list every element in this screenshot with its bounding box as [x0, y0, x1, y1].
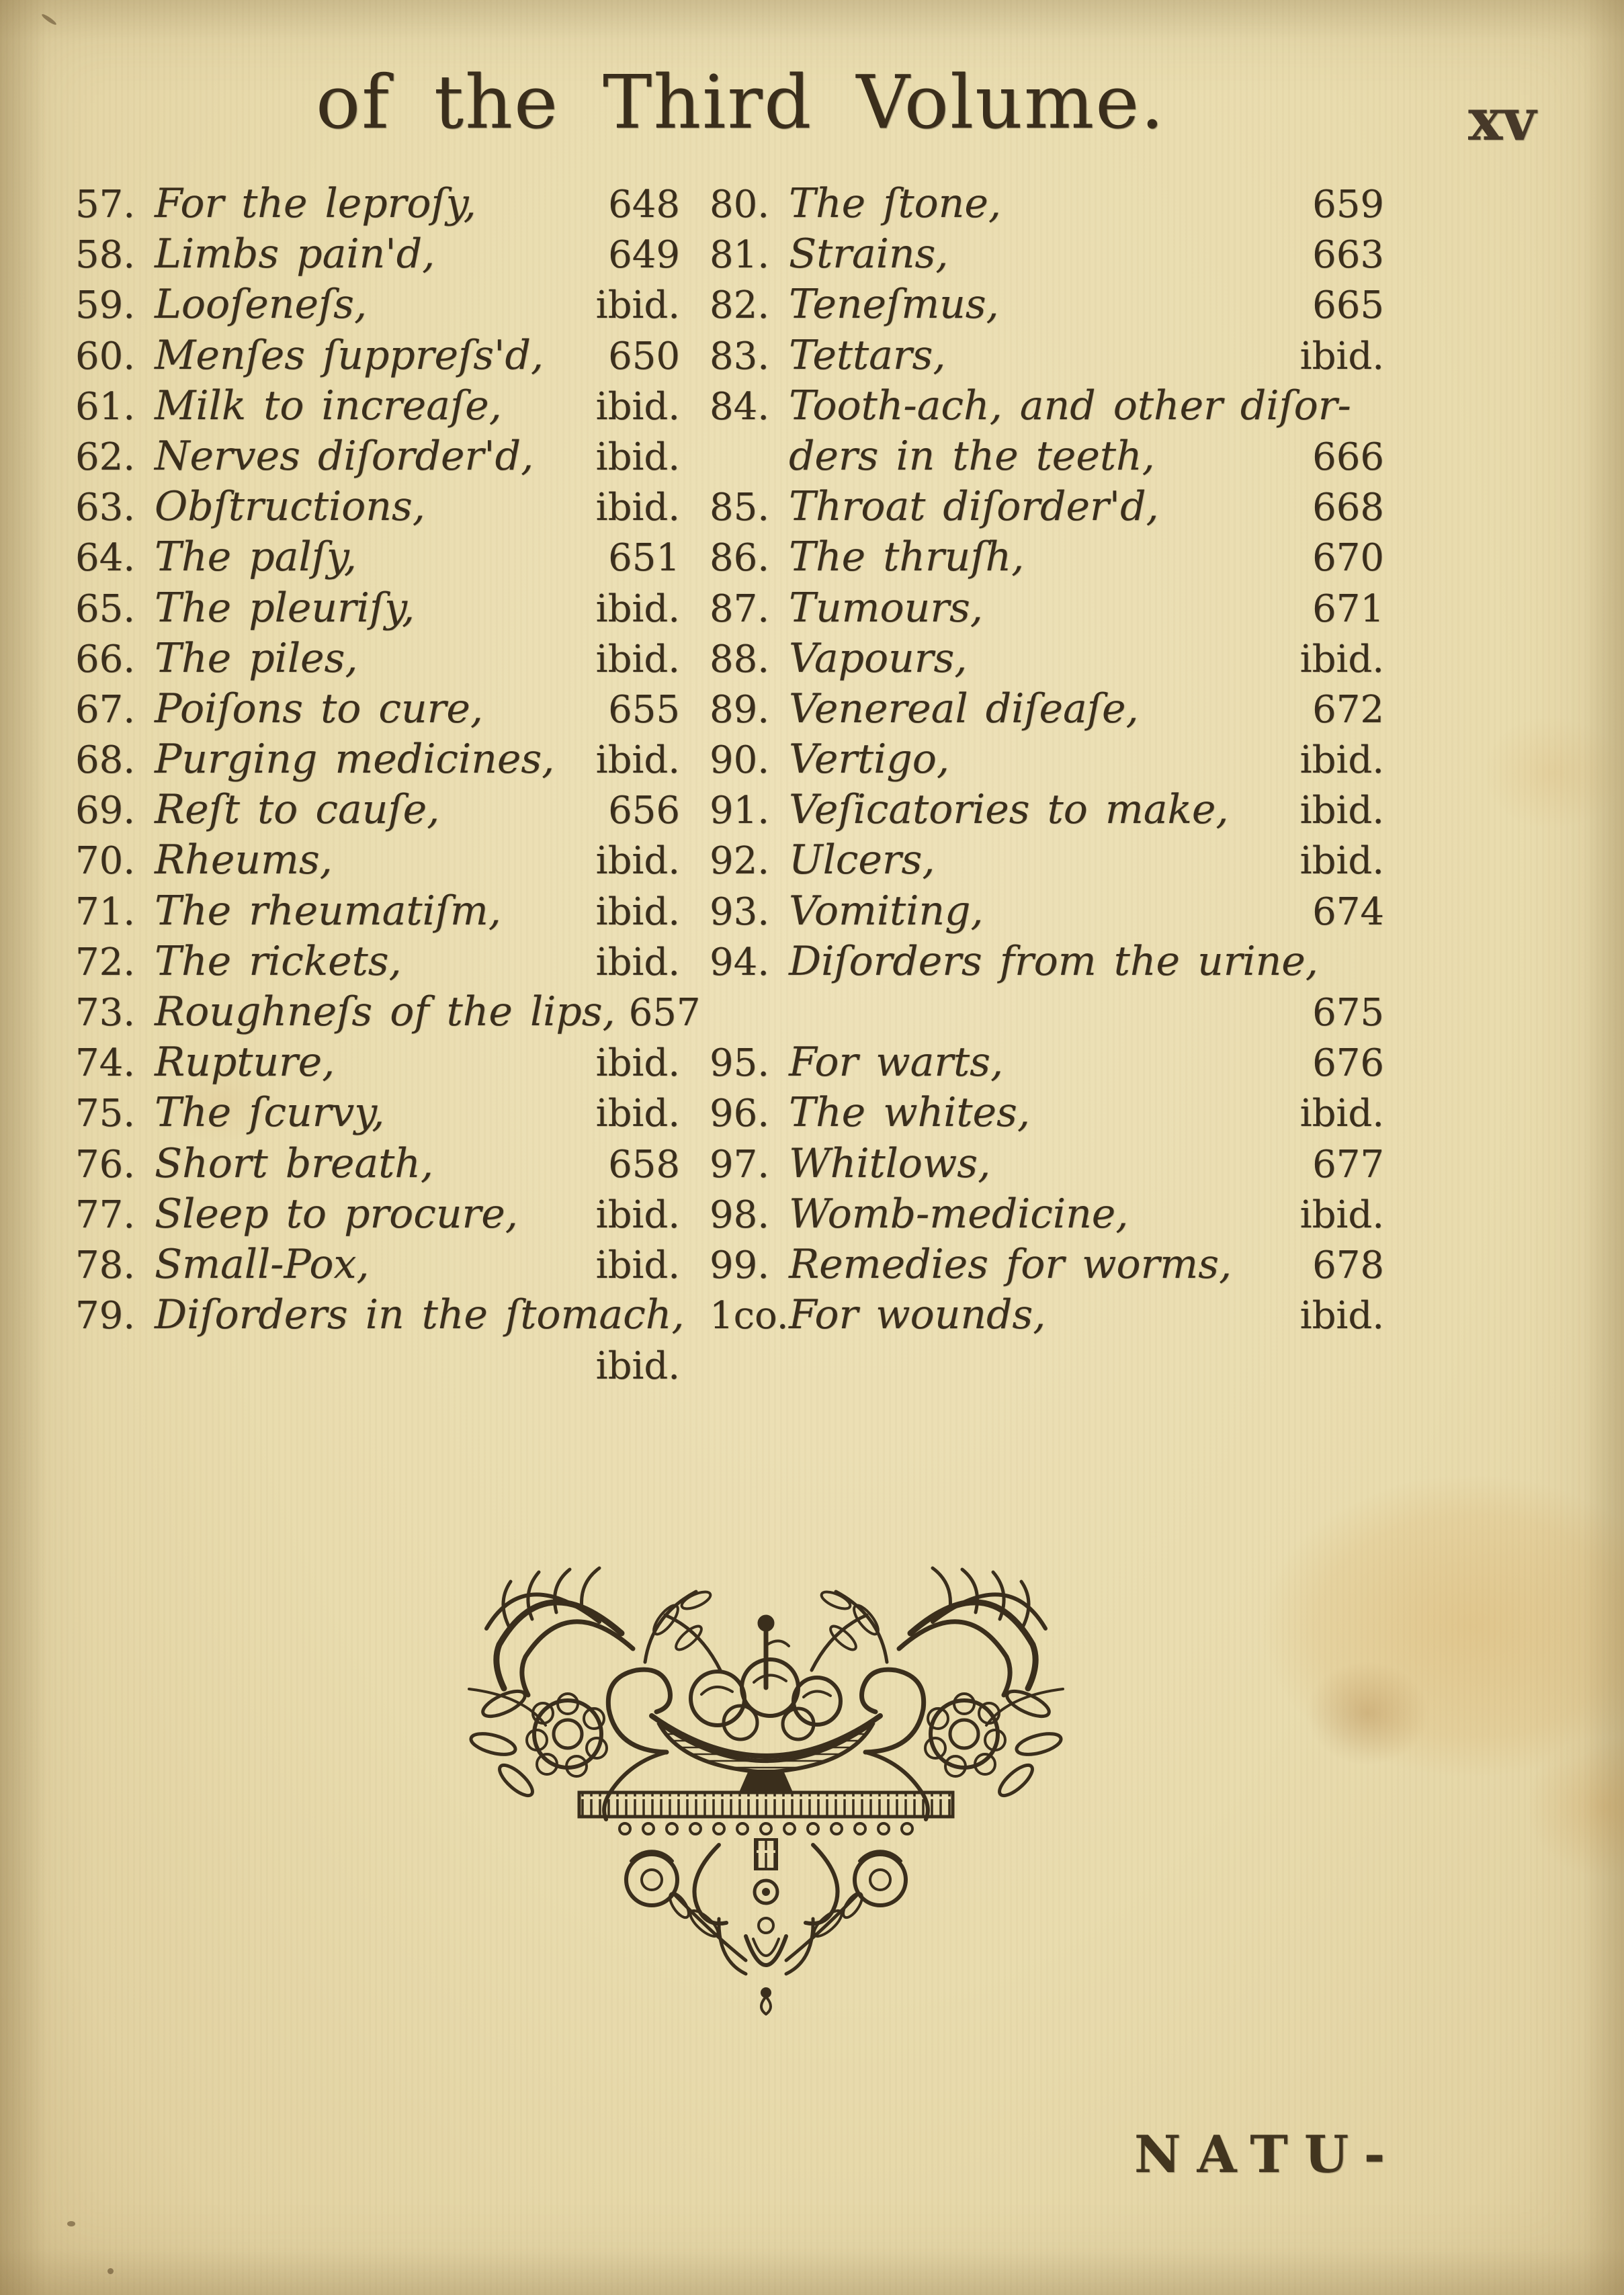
toc-entry-title: Vomiting,: [789, 887, 984, 935]
toc-entry-text: [710, 382, 1351, 429]
toc-entry-title: Purging medicines,: [155, 736, 555, 783]
toc-entry-number: 95.: [710, 1041, 770, 1086]
toc-entry-text: [75, 988, 615, 1035]
toc-entry-number: 98.: [710, 1193, 770, 1237]
toc-entry-text: [75, 1241, 369, 1288]
toc-entry-number: 77.: [75, 1193, 136, 1237]
toc-entry-text: [710, 332, 945, 379]
toc-entry-page: ibid.: [1299, 789, 1384, 833]
toc-entry-title: Roughneſs of the lips,: [155, 988, 615, 1035]
toc-entry-text: [75, 483, 425, 530]
toc-entry-number: 84.: [710, 384, 770, 429]
toc-entry-page: ibid.: [595, 637, 680, 681]
toc-entry-text: [75, 1190, 518, 1238]
toc-entry-page: 658: [608, 1142, 680, 1186]
toc-entry-title: Womb-medicine,: [789, 1190, 1129, 1238]
toc-entry-text: [710, 988, 789, 1035]
toc-entry: [710, 382, 1384, 433]
toc-entry-text: [75, 230, 435, 277]
toc-entry-title: Vapours,: [789, 634, 968, 682]
toc-entry-title: The ſtone,: [789, 180, 1001, 227]
ink-speck: [67, 2221, 75, 2226]
toc-entry-page: ibid.: [595, 1243, 680, 1287]
toc-entry-title: The pleuriſy,: [155, 584, 415, 632]
toc-entry: [710, 887, 1384, 938]
toc-entry: [710, 1190, 1384, 1241]
toc-entry-text: [75, 533, 357, 580]
toc-entry-text: [710, 533, 1024, 580]
toc-entry: [710, 533, 1384, 584]
toc-entry-text: [75, 332, 544, 379]
toc-entry: [710, 1241, 1384, 1291]
toc-entry-number: 72.: [75, 940, 136, 984]
toc-entry-title: Limbs pain'd,: [155, 230, 435, 278]
toc-entry-page: ibid.: [1299, 738, 1384, 783]
toc-entry-page: 671: [1312, 587, 1384, 631]
toc-entry-text: [710, 180, 1001, 227]
toc-entry: [710, 332, 1384, 382]
toc-entry-page: ibid.: [595, 1193, 680, 1237]
toc-entry-text: [75, 1089, 384, 1136]
toc-entry: [710, 635, 1384, 685]
toc-entry-number: 86.: [710, 536, 770, 580]
toc-entry: [75, 938, 680, 988]
toc-column-left: [75, 180, 701, 1393]
toc-entry: [75, 281, 680, 331]
toc-entry-page: ibid.: [595, 435, 680, 479]
toc-entry: [75, 1342, 680, 1392]
toc-entry-title: Small-Pox,: [155, 1240, 370, 1288]
toc-entry-title: Venereal diſeaſe,: [789, 685, 1139, 732]
toc-entry-text: [710, 736, 949, 783]
toc-entry-text: [710, 1140, 990, 1187]
toc-entry-title: For the leproſy,: [155, 180, 476, 227]
toc-entry-text: [710, 887, 983, 935]
toc-entry-number: 63.: [75, 486, 136, 530]
toc-entry-number: 64.: [75, 536, 136, 580]
toc-entry-number: 67.: [75, 687, 136, 732]
toc-entry-title: The palſy,: [155, 533, 357, 581]
toc-entry-text: [710, 584, 983, 632]
toc-entry-text: [710, 433, 1155, 480]
ink-speck: [108, 2268, 114, 2274]
toc-entry: [710, 1039, 1384, 1089]
toc-entry-number: 1co.: [710, 1294, 789, 1338]
toc-entry: [75, 1241, 680, 1291]
toc-entry: [710, 685, 1384, 736]
toc-entry-number: 78.: [75, 1243, 136, 1287]
catchword: NATU-: [1134, 2124, 1402, 2184]
toc-entry-page: ibid.: [595, 284, 680, 328]
toc-entry-page: 651: [608, 536, 680, 580]
toc-entry-page: ibid.: [595, 1041, 680, 1086]
toc-entry-page: ibid.: [1299, 334, 1384, 378]
toc-entry-page: 655: [608, 687, 680, 732]
toc-entry-page: 650: [608, 334, 680, 378]
toc-entry-page: 663: [1312, 233, 1384, 277]
toc-entry-number: 92.: [710, 839, 770, 883]
page-header-title: of the Third Volume.: [316, 59, 1166, 145]
toc-entry-page: ibid.: [595, 587, 680, 631]
toc-entry-text: [710, 1241, 1232, 1288]
toc-entry-page: ibid.: [595, 1344, 680, 1389]
toc-entry: [75, 1089, 680, 1139]
toc-entry: [710, 1089, 1384, 1139]
toc-entry-text: [710, 483, 1159, 530]
toc-entry-text: [75, 584, 415, 632]
toc-entry: [710, 1140, 1384, 1190]
toc-entry: [710, 736, 1384, 786]
toc-entry-page: 672: [1312, 687, 1384, 732]
toc-entry-title: Vertigo,: [789, 736, 949, 783]
toc-entry-title: The thruſh,: [789, 533, 1025, 581]
toc-entry: [75, 988, 701, 1039]
toc-entry-text: [710, 685, 1139, 732]
toc-entry-page: ibid.: [595, 839, 680, 883]
toc-entry-text: [75, 938, 402, 985]
toc-entry-title: Diſorders from the urine,: [789, 937, 1318, 985]
toc-entry: [710, 786, 1384, 836]
toc-entry-number: 71.: [75, 890, 136, 934]
toc-entry-page: 670: [1312, 536, 1384, 580]
toc-entry-number: 99.: [710, 1243, 770, 1287]
toc-entry-number: 90.: [710, 738, 770, 783]
toc-entry-text: [75, 1342, 155, 1389]
toc-entry-title: Whitlows,: [789, 1139, 991, 1187]
toc-entry-title: Rheums,: [155, 836, 333, 884]
toc-entry-number: 59.: [75, 284, 136, 328]
toc-entry: [710, 836, 1384, 887]
toc-entry-number: 74.: [75, 1041, 136, 1086]
toc-entry-text: [710, 635, 967, 682]
toc-entry: [710, 433, 1384, 483]
toc-entry-page: ibid.: [595, 384, 680, 429]
toc-entry-title: The rheumatiſm,: [155, 887, 501, 935]
toc-entry: [75, 433, 680, 483]
toc-entry-number: 83.: [710, 334, 770, 378]
toc-entry-text: [75, 1291, 684, 1338]
toc-entry-title: Tooth-ach, and other diſor-: [789, 382, 1351, 429]
toc-entry: [710, 988, 1384, 1039]
toc-entry-title: Menſes ſuppreſs'd,: [155, 331, 544, 379]
toc-entry: [710, 483, 1384, 533]
toc-entry-page: 649: [608, 233, 680, 277]
ornament-center: [579, 1615, 953, 2014]
toc-entry-title: For wounds,: [789, 1291, 1046, 1339]
toc-entry-page: 656: [608, 789, 680, 833]
toc-entry-title: Ulcers,: [789, 836, 935, 884]
floral-tailpiece-ornament: [430, 1529, 1102, 2016]
toc-entry-number: 80.: [710, 183, 770, 226]
toc-entry-title: Short breath,: [155, 1139, 433, 1187]
toc-entry-number: 58.: [75, 233, 136, 277]
toc-entry-page: ibid.: [1299, 839, 1384, 883]
toc-entry: [75, 533, 680, 584]
toc-entry-text: [710, 786, 1229, 833]
toc-entry-title: Milk to increaſe,: [155, 382, 502, 429]
toc-entry-title: The ſcurvy,: [155, 1089, 385, 1137]
toc-entry-page: ibid.: [595, 486, 680, 530]
toc-entry: [75, 1190, 680, 1241]
toc-entry-text: [710, 1089, 1030, 1136]
toc-entry-text: [75, 180, 476, 227]
toc-entry: [75, 635, 680, 685]
toc-entry-text: [75, 836, 333, 883]
toc-entry-text: [710, 836, 935, 883]
toc-entry: [75, 1140, 680, 1190]
toc-entry-text: [75, 433, 533, 480]
toc-entry-page: 674: [1312, 890, 1384, 934]
toc-entry: [75, 332, 680, 382]
toc-entry-text: [75, 786, 439, 833]
toc-entry: [75, 1039, 680, 1089]
toc-entry-text: [710, 230, 948, 277]
toc-entry-title: Obſtructions,: [155, 483, 425, 531]
toc-entry-number: 65.: [75, 587, 136, 631]
toc-entry-text: [75, 736, 554, 783]
folio-page-number: xv: [1468, 86, 1537, 154]
toc-entry-text: [710, 281, 999, 328]
toc-entry-page: ibid.: [595, 1092, 680, 1136]
toc-entry-text: [75, 1140, 433, 1187]
toc-entry-number: 96.: [710, 1092, 770, 1136]
toc-entry-number: 93.: [710, 890, 770, 934]
toc-entry-title: Tettars,: [789, 331, 946, 379]
toc-entry-number: 81.: [710, 233, 770, 277]
toc-entry-text: [75, 635, 357, 682]
toc-entry-number: 85.: [710, 486, 770, 530]
toc-entry: [75, 685, 680, 736]
toc-entry: [710, 1291, 1384, 1342]
toc-entry-title: Diſorders in the ſtomach,: [155, 1291, 685, 1339]
toc-entry-number: 62.: [75, 435, 136, 479]
toc-entry-title: Sleep to procure,: [155, 1190, 518, 1238]
toc-entry-number: 66.: [75, 637, 136, 681]
toc-entry-number: 97.: [710, 1142, 770, 1186]
toc-entry-number: 88.: [710, 637, 770, 681]
toc-entry-page: ibid.: [1299, 1092, 1384, 1136]
toc-entry-text: [75, 887, 501, 935]
toc-entry-page: 675: [1312, 991, 1384, 1035]
toc-entry-title: Teneſmus,: [789, 281, 999, 329]
toc-entry-title: Rupture,: [155, 1039, 335, 1086]
toc-entry-number: 69.: [75, 789, 136, 833]
toc-entry-number: 94.: [710, 940, 770, 984]
toc-entry-title: The piles,: [155, 634, 358, 682]
toc-entry: [710, 180, 1384, 230]
toc-entry-title: Remedies for worms,: [789, 1240, 1232, 1288]
toc-entry-text: [75, 382, 502, 429]
toc-entry-page: ibid.: [595, 738, 680, 783]
toc-entry-number: 87.: [710, 587, 770, 631]
toc-entry-title: Poiſons to cure,: [155, 685, 483, 732]
ink-speck: [41, 13, 58, 26]
toc-entry-title: Veſicatories to make,: [789, 786, 1229, 834]
toc-entry-page: ibid.: [595, 940, 680, 984]
toc-entry-number: 79.: [75, 1294, 136, 1338]
toc-entry: [75, 584, 680, 635]
toc-entry-title: Throat diſorder'd,: [789, 483, 1159, 531]
toc-entry: [75, 382, 680, 433]
toc-column-right: [710, 180, 1384, 1342]
toc-entry-number: 61.: [75, 384, 136, 429]
toc-entry: [710, 230, 1384, 281]
toc-entry-title: The whites,: [789, 1089, 1030, 1137]
toc-entry-page: 676: [1312, 1041, 1384, 1086]
toc-entry-title: For warts,: [789, 1039, 1004, 1086]
toc-entry-number: 73.: [75, 991, 136, 1035]
toc-entry-page: ibid.: [1299, 1294, 1384, 1338]
toc-entry: [75, 180, 680, 230]
toc-entry-page: 678: [1312, 1243, 1384, 1287]
toc-entry: [75, 786, 680, 836]
toc-entry-title: Tumours,: [789, 584, 983, 632]
toc-entry: [75, 736, 680, 786]
toc-entry-number: 82.: [710, 284, 770, 328]
toc-entry-text: [75, 281, 367, 328]
toc-entry-number: 60.: [75, 334, 136, 378]
toc-entry: [75, 230, 680, 281]
toc-entry-title: Reſt to cauſe,: [155, 786, 440, 834]
toc-entry: [710, 584, 1384, 635]
toc-entry-text: [710, 1190, 1128, 1238]
toc-entry-number: 70.: [75, 839, 136, 883]
toc-entry: [75, 887, 680, 938]
toc-entry-page: ibid.: [1299, 637, 1384, 681]
toc-entry-page: 665: [1312, 284, 1384, 328]
toc-entry-number: 76.: [75, 1142, 136, 1186]
toc-entry-title: ders in the teeth,: [789, 432, 1155, 480]
toc-entry-text: [75, 1039, 335, 1086]
toc-entry-title: Looſeneſs,: [155, 281, 368, 329]
toc-entry: [710, 938, 1384, 988]
toc-entry-number: 68.: [75, 738, 136, 783]
toc-entry: [75, 1291, 685, 1342]
toc-entry-page: 677: [1312, 1142, 1384, 1186]
toc-entry-page: 666: [1312, 435, 1384, 479]
toc-entry-title: Strains,: [789, 230, 949, 278]
toc-entry-number: 91.: [710, 789, 770, 833]
toc-entry-title: The rickets,: [155, 937, 402, 985]
toc-entry-page: ibid.: [595, 890, 680, 934]
toc-entry-title: Nerves diſorder'd,: [155, 432, 534, 480]
toc-entry-page: ibid.: [1299, 1193, 1384, 1237]
toc-entry-text: [710, 938, 1318, 985]
toc-entry-text: [710, 1039, 1003, 1086]
toc-entry-number: 89.: [710, 687, 770, 732]
toc-entry-number: 57.: [75, 183, 136, 226]
toc-entry-page: 657: [628, 991, 701, 1035]
toc-entry-text: [710, 1291, 1045, 1338]
toc-entry: [75, 836, 680, 887]
toc-entry-page: 659: [1312, 183, 1384, 226]
toc-entry-page: 668: [1312, 486, 1384, 530]
toc-entry-page: 648: [608, 183, 680, 226]
toc-entry: [75, 483, 680, 533]
toc-entry-text: [75, 685, 483, 732]
toc-entry-number: 75.: [75, 1092, 136, 1136]
toc-entry: [710, 281, 1384, 331]
